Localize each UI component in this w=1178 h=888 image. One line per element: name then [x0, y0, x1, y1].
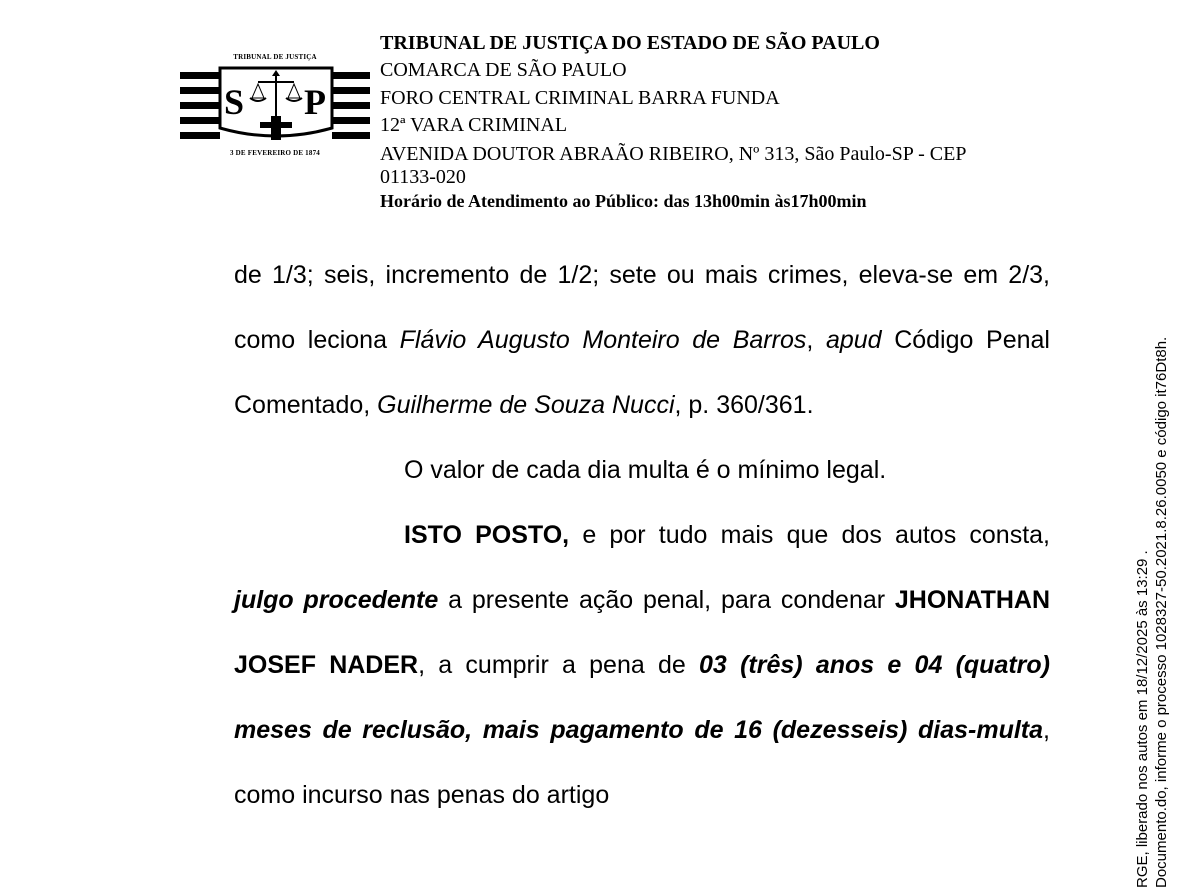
paragraph-valor-dia-multa: O valor de cada dia multa é o mínimo legal. — [404, 456, 887, 484]
text-run: , — [806, 326, 826, 354]
stamp-line-2: Documento.do, informe o processo 1028327-50.2021.8.26.0050 e código it76Dt8h. — [1153, 336, 1170, 888]
text-run: a presente ação penal, para condenar — [438, 586, 895, 614]
seal-top-text: TRIBUNAL DE JUSTIÇA — [233, 53, 317, 61]
paragraph-dispositivo — [234, 503, 1050, 828]
document-body — [234, 243, 1050, 828]
address-line-1: AVENIDA DOUTOR ABRAÃO RIBEIRO, Nº 313, São Paulo-SP - CEP — [380, 142, 967, 165]
lead-phrase: ISTO POSTO, — [404, 521, 570, 549]
seal-bottom-text: 3 DE FEVEREIRO DE 1874 — [230, 149, 320, 157]
author-citation: Flávio Augusto Monteiro de Barros — [399, 326, 807, 354]
comarca: COMARCA DE SÃO PAULO — [380, 59, 627, 82]
seal-graphic — [180, 28, 370, 160]
text-run: e por tudo mais que dos autos consta, — [569, 521, 1051, 549]
defendant-name: JHONATHAN JOSEF NADER — [234, 586, 1050, 679]
text-run: , a cumprir a pena de — [418, 651, 700, 679]
seal-letter-s: S — [224, 82, 245, 122]
text-run: , p. 360/361. — [674, 391, 814, 419]
opening-hours: Horário de Atendimento ao Público: das 13h00min às17h00min — [380, 190, 867, 211]
text-run: Código Penal Comentado, — [234, 326, 1050, 419]
apud-term: apud — [825, 326, 882, 354]
foro: FORO CENTRAL CRIMINAL BARRA FUNDA — [380, 86, 780, 109]
address-line-2: 01133-020 — [380, 165, 466, 188]
stamp-line-1: RGE, liberado nos autos em 18/12/2025 às 13:29 . — [1134, 550, 1151, 888]
court-seal — [180, 28, 370, 160]
vara: 12ª VARA CRIMINAL — [380, 114, 568, 137]
seal-letter-p: P — [304, 82, 326, 122]
author-citation: Guilherme de Souza Nucci — [377, 391, 675, 419]
text-run: de 1/3; seis, incremento de 1/2; sete ou mais crimes, eleva-se em 2/3, como leciona — [234, 261, 1050, 354]
verdict: julgo procedente — [234, 586, 439, 614]
paragraph-multa-calculo — [234, 243, 1050, 438]
document-header — [380, 30, 1080, 214]
side-authentication-stamp — [1128, 0, 1178, 888]
court-title: TRIBUNAL DE JUSTIÇA DO ESTADO DE SÃO PAULO — [380, 32, 880, 54]
sentence-terms: 03 (três) anos e 04 (quatro) meses de reclusão, mais pagamento de 16 (dezesseis) dias-multa — [234, 651, 1051, 744]
text-run: , como incurso nas penas do artigo — [234, 716, 1050, 809]
